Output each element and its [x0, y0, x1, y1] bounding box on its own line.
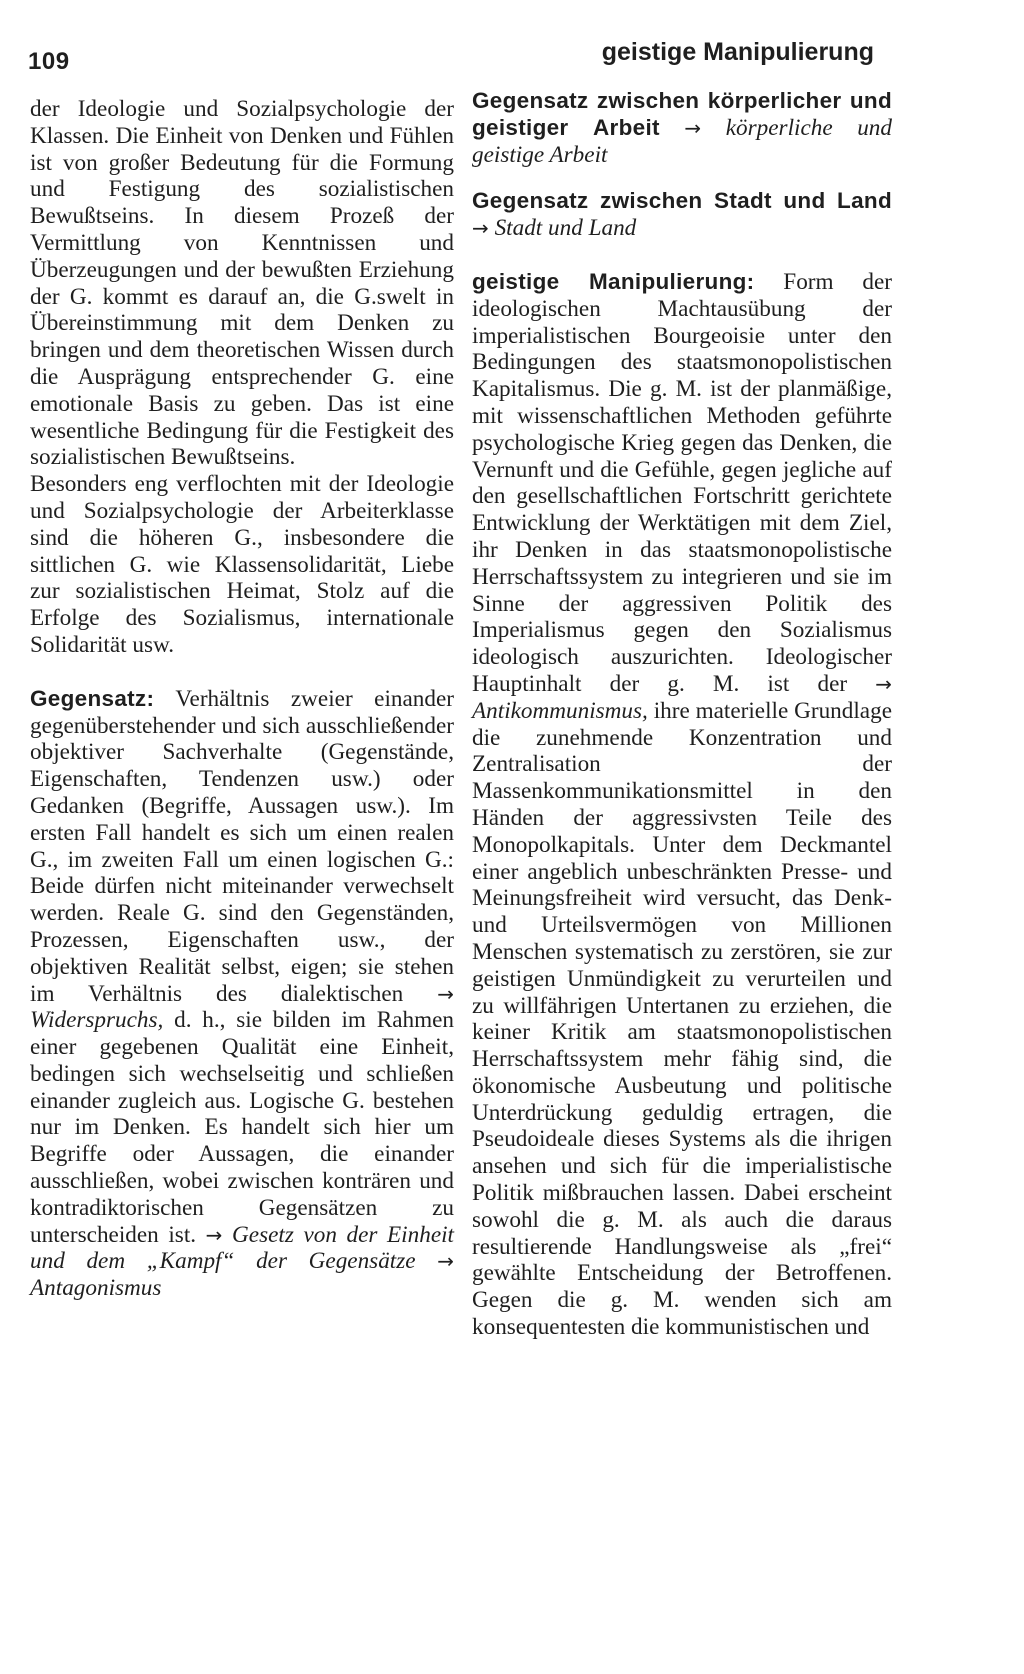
cross-reference-gesetz-einheit-kampf[interactable]: Gesetz von der Einheit und dem „Kampf“ der Gegensätze [30, 1221, 454, 1275]
entry-text: d. h., sie bilden im Rahmen einer gegebenen Qualität eine Einheit, bedingen sich wechselseitig und schließen einander zugleich aus. Logische G. bestehen nur im Denken. Es handelt sich hier um Begriffe oder Aussagen, die einander ausschließen, wobei zwischen konträren und kontradiktorischen Gegensätzen zu unterscheiden ist. [30, 1007, 455, 1248]
cross-reference-antagonismus[interactable]: Antagonismus [30, 1275, 162, 1302]
entry-text: Verhältnis zweier einander gegenüberstehender und sich ausschließender objektiver Sachverhalte (Gegenstände, Eigenschaften, Tendenzen usw.) oder Gedanken (Begriffe, Aussagen usw.). Im ersten Fall handelt es sich um einen realen G., im zweiten Fall um einen logischen G.: Beide dürfen nicht miteinander verwechselt werden. Reale G. sind den Gegenständen, Prozessen, Eigenschaften usw., der objektiven Realität selbst, eigen; sie stehen im Verhältnis des dialektischen [30, 685, 454, 1007]
cross-reference-arrow-icon: → [205, 1222, 223, 1247]
cross-reference-arrow-icon: → [437, 981, 454, 1006]
entry-text: Form der ideologischen Machtausübung der imperialistischen Bourgeoisie unter den Bedingungen des staatsmonopolistischen Kapitalismus. Die g. M. ist der planmäßige, mit wissenschaftlichen Methoden geführte psychologische Krieg gegen das Denken, die Vernunft und die Gefühle, gegen jegliche auf den gesellschaftlichen Fortschritt gerichtete Entwicklung der Werktätigen mit dem Ziel, ihr Denken in das staatsmonopolistische Herrschaftssystem zu integrieren und sie im Sinne der aggressiven Politik des Imperialismus gegen den Sozialismus ideologisch auszurichten. Ideologischer Hauptinhalt der g. M. ist der [472, 268, 892, 697]
paragraph-higher-feelings: Besonders eng verflochten mit der Ideologie und Sozialpsychologie der Arbeiterklasse sind die höheren G., insbesondere die sittlichen G. wie Klassensolidarität, Liebe zur sozialistischen Heimat, Stolz auf die Erfolge des Sozialismus, internationale Solidarität usw. [30, 471, 454, 658]
left-column [30, 96, 454, 1302]
cross-reference-stadt-land[interactable]: Stadt und Land [494, 215, 637, 242]
entry-geistige-manipulierung [472, 269, 892, 1341]
paragraph-continued: der Ideologie und Sozialpsychologie der Klassen. Die Einheit von Denken und Fühlen ist von großer Bedeutung für die Formung und Festigung des sozialistischen Bewußtseins. In diesem Prozeß der Vermittlung von Kenntnissen und Überzeugungen und der bewußten Erziehung der G. kommt es darauf an, die G.swelt in Übereinstimmung mit dem Denken zu bringen und dem theoretischen Wissen durch die Ausprägung entsprechender G. eine emotionale Basis zu geben. Das ist eine wesentliche Bedingung für die Festigkeit des sozialistischen Bewußtseins. [30, 96, 454, 471]
cross-reference-arrow-icon: → [472, 216, 489, 241]
running-head: geistige Manipulierung [601, 38, 874, 66]
right-column [472, 88, 892, 1341]
cross-reference-koerperliche-geistige-arbeit[interactable]: körperliche und geistige Arbeit [472, 114, 892, 168]
cross-reference-widerspruch[interactable]: Widerspruchs, [30, 1007, 164, 1034]
entry-gegensatz [30, 686, 454, 1302]
lemma-gegensatz-stadt-land: Gegensatz zwischen Stadt und Land [472, 188, 892, 214]
entry-text: ihre materielle Grundlage die zunehmende Konzentration und Zentralisation der Massenkommunikationsmittel in den Händen der aggressivsten Teile des Monopolkapitals. Unter dem Deckmantel einer angeblich unbeschränkten Presse- und Meinungsfreiheit wird versucht, das Denk- und Urteilsvermögen von Millionen Menschen systematisch zu zerstören, sie zur geistigen Unmündigkeit zu verurteilen und zu willfährigen Untertanen zu erziehen, die keiner Kritik am staatsmonopolistischen Herrschaftssystem mehr fähig sind, die ökonomische Ausbeutung und politische Unterdrückung geduldig ertragen, die Pseudoideale dieses Systems als die ihrigen ansehen und sich für die imperialistische Politik mißbrauchen lassen. Dabei erscheint sowohl die g. M. als auch die daraus resultierende Handlungsweise als „frei“ gewählte Entscheidung der Betroffenen. Gegen die g. M. wenden sich am konsequentesten die kommunistischen und [472, 697, 892, 1341]
cross-reference-arrow-icon: → [684, 115, 702, 140]
lemma-geistige-manipulierung: geistige Manipulierung: [472, 268, 755, 294]
lemma-gegensatz-arbeit: Gegensatz zwischen körperlicher und geistiger Arbeit [472, 88, 892, 140]
entry-gegensatz-stadt-land [472, 188, 892, 242]
page-number: 109 [28, 48, 70, 75]
cross-reference-arrow-icon: → [875, 671, 892, 696]
cross-reference-arrow-icon: → [437, 1249, 454, 1274]
lemma-gegensatz: Gegensatz: [30, 685, 155, 711]
entry-gegensatz-arbeit [472, 88, 892, 168]
cross-reference-antikommunismus[interactable]: Antikommunismus, [472, 697, 648, 724]
